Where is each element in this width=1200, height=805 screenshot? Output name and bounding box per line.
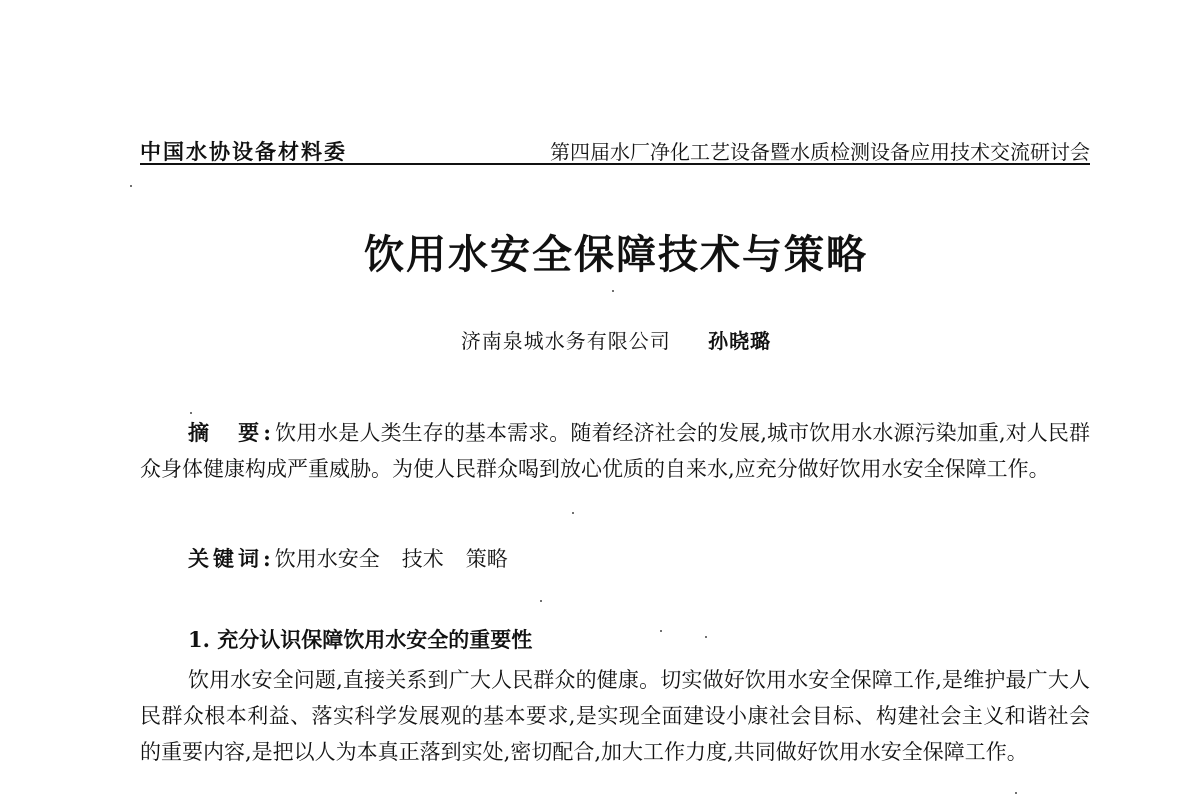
scan-speck [130,185,132,187]
scan-speck [660,630,662,632]
page-title: 饮用水安全保障技术与策略 [364,231,868,278]
abstract-text: 饮用水是人类生存的基本需求。随着经济社会的发展,城市饮用水水源污染加重,对人民群众身体健康构成严重威胁。为使人民群众喝到放心优质的自来水,应充分做好饮用水安全保障工作。 [140,421,1090,481]
abstract-label: 摘 要: [188,420,276,445]
keyword-item: 策略 [465,547,508,571]
abstract-paragraph [140,415,1090,487]
scan-speck [705,636,707,638]
keyword-item: 饮用水安全 [274,547,380,571]
header-right-text: 第四届水厂净化工艺设备暨水质检测设备应用技术交流研讨会 [550,140,1090,164]
header-rule [140,163,1090,165]
scan-speck [190,412,192,414]
scan-speck [612,290,614,292]
author-line [0,325,1200,354]
running-header [140,132,1090,162]
author-organization: 济南泉城水务有限公司 [460,329,671,353]
scan-speck [540,600,542,602]
keywords-label: 关键词: [188,546,275,571]
keyword-item: 技术 [401,547,444,571]
scan-speck [1015,792,1017,794]
author-name: 孙晓璐 [708,329,772,353]
section-heading: 1. 充分认识保障饮用水安全的重要性 [188,627,533,652]
scan-speck [572,512,574,514]
body-paragraph: 饮用水安全问题,直接关系到广大人民群众的健康。切实做好饮用水安全保障工作,是维护最广大人民群众根本利益、落实科学发展观的基本要求,是实现全面建设小康社会目标、构建社会主义和谐社会的重要内容,是把以人为本真正落到实处,密切配合,加大工作力度,共同做好饮用水安全保障工作。 [140,668,1090,764]
keywords-line [188,541,1088,577]
header-left-text: 中国水协设备材料委 [140,140,347,164]
